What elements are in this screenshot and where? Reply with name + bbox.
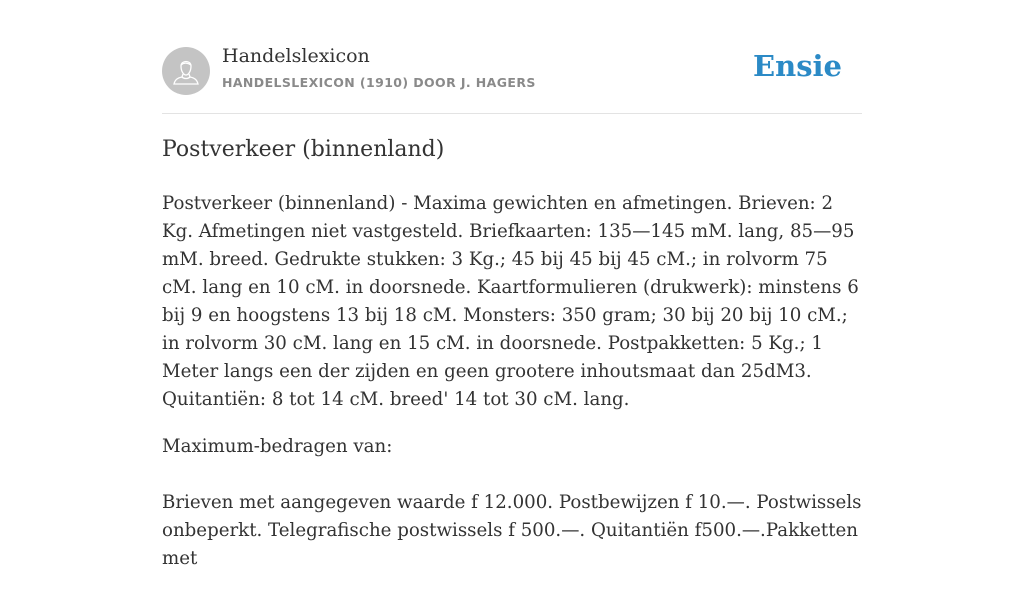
ensie-logo[interactable]: Ensie (753, 49, 842, 83)
user-silhouette-icon (162, 47, 210, 95)
article-header (162, 0, 862, 114)
author-name[interactable]: Handelslexicon (222, 45, 370, 67)
page-container (162, 0, 862, 569)
article-body (162, 190, 862, 592)
paragraph-definition: Postverkeer (binnenland) - Maxima gewichten en afmetingen. Brieven: 2 Kg. Afmetingen niet vastgesteld. Briefkaarten: 135—145 mM. lang, 85—95 mM. breed. Gedrukte stukken: 3 Kg.; 45 bij 45 bij 45 cM.; in rolvorm 75 cM. lang en 10 cM. in doorsnede. Kaartformulieren (drukwerk): minstens 6 bij 9 en hoogstens 13 bij 18 cM. Monsters: 350 gram; 30 bij 20 bij 10 cM.; in rolvorm 30 cM. lang en 15 cM. in doorsnede. Postpakketten: 5 Kg.; 1 Meter langs een der zijden en geen grootere inhoutsmaat dan 25dM3. Quitantiën: 8 tot 14 cM. breed' 14 tot 30 cM. lang. (162, 193, 859, 410)
paragraph-maximum-amounts: Brieven met aangegeven waarde f 12.000. Postbewijzen f 10.—. Postwissels onbeperkt. Telegrafische postwissels f 500.—. Quitantiën f500.—.Pakketten met (162, 492, 862, 569)
source-label[interactable]: HANDELSLEXICON (1910) DOOR J. HAGERS (222, 75, 536, 90)
article-title: Postverkeer (binnenland) (162, 137, 445, 162)
avatar[interactable] (162, 47, 210, 95)
paragraph-maximum-heading: Maximum-bedragen van: (162, 436, 393, 457)
